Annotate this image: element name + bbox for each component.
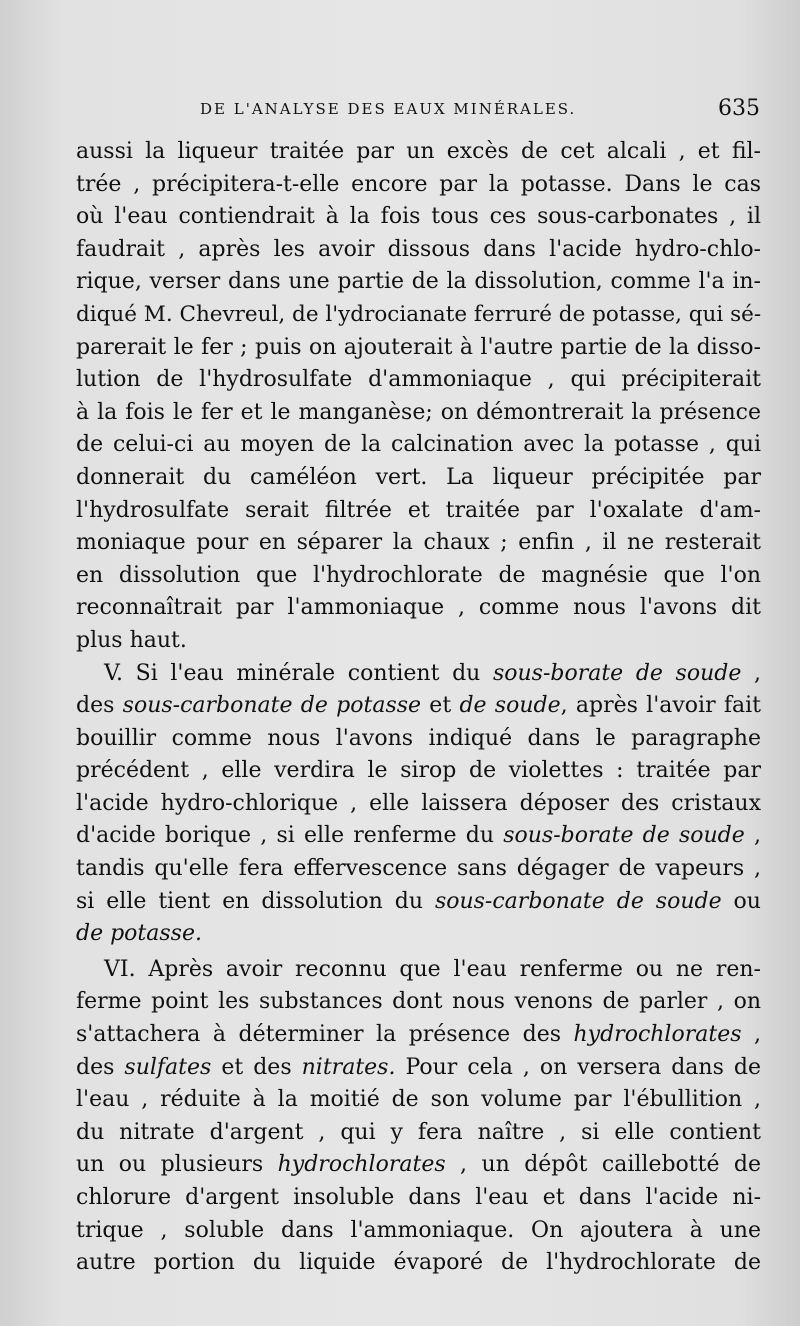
text-line: rique, verser dans une partie de la dissolution, comme l'a in- xyxy=(76,269,761,295)
text-line: à la fois le fer et le manganèse; on démontrerait la présence xyxy=(76,399,761,425)
italic-term: de soude xyxy=(459,693,561,719)
text-line: reconnaîtrait par l'ammoniaque , comme nous l'avons dit xyxy=(76,595,761,621)
text-run: ou xyxy=(721,888,761,914)
italic-term: sous-borate de soude xyxy=(503,823,745,849)
italic-term: de potasse. xyxy=(76,921,202,947)
text-line xyxy=(76,1019,761,1052)
text-run: des xyxy=(76,693,123,719)
text-line xyxy=(76,1149,761,1182)
text-run: des xyxy=(76,1054,125,1080)
text-line xyxy=(76,886,761,919)
text-run: si elle tient en dissolution du xyxy=(76,888,435,914)
text-line: moniaque pour en séparer la chaux ; enfin , il ne resterait xyxy=(76,530,761,556)
text-run: un ou plusieurs xyxy=(76,1152,278,1178)
text-run: , un dépôt caillebotté de xyxy=(445,1152,762,1178)
text-run: , après l'avoir fait xyxy=(560,693,761,719)
page-number: 635 xyxy=(718,96,760,121)
text-line xyxy=(76,820,761,853)
text-line xyxy=(76,918,761,951)
text-line xyxy=(76,1052,761,1085)
text-line: VI. Après avoir reconnu que l'eau renferme ou ne ren- xyxy=(104,956,761,982)
text-line: lution de l'hydrosulfate d'ammoniaque , qui précipiterait xyxy=(76,367,761,393)
italic-term: hydrochlorates xyxy=(277,1152,446,1178)
text-line: l'acide hydro-chlorique , elle laissera déposer des cristaux xyxy=(76,790,761,816)
italic-term: sous-carbonate de soude xyxy=(434,888,722,914)
italic-term: sous-borate de soude xyxy=(492,660,742,686)
text-run: et xyxy=(421,693,460,719)
text-line: ferme point les substances dont nous venons de parler , on xyxy=(76,989,761,1015)
text-line: tandis qu'elle fera effervescence sans dégager de vapeurs , xyxy=(76,856,761,882)
text-line: diqué M. Chevreul, de l'ydrocianate ferruré de potasse, qui sé- xyxy=(76,301,762,327)
text-line: autre portion du liquide évaporé de l'hydrochlorate de xyxy=(76,1250,761,1276)
italic-term: sulfates xyxy=(124,1054,212,1080)
text-line: chlorure d'argent insoluble dans l'eau et dans l'acide ni- xyxy=(76,1185,761,1210)
text-run: , xyxy=(741,1022,761,1048)
italic-term: nitrates. xyxy=(301,1054,396,1080)
text-line xyxy=(76,658,761,691)
text-line: trée , précipitera-t-elle encore par la potasse. Dans le cas xyxy=(76,171,761,197)
running-title: DE L'ANALYSE DES EAUX MINÉRALES. xyxy=(200,100,577,118)
text-line: l'hydrosulfate serait filtrée et traitée par l'oxalate d'am- xyxy=(76,497,761,523)
text-line: donnerait du caméléon vert. La liqueur précipitée par xyxy=(76,464,761,490)
text-line: plus haut. xyxy=(76,627,187,653)
text-run: et des xyxy=(211,1054,302,1080)
text-line: parerait le fer ; puis on ajouterait à l'autre partie de la disso- xyxy=(76,334,761,360)
text-line: trique , soluble dans l'ammoniaque. On ajoutera à une xyxy=(76,1217,761,1243)
text-line: bouillir comme nous l'avons indiqué dans le paragraphe xyxy=(76,725,761,751)
text-line: où l'eau contiendrait à la fois tous ces sous-carbonates , il xyxy=(76,204,761,230)
italic-term: hydrochlorates xyxy=(573,1022,742,1048)
body-text xyxy=(76,136,761,1280)
text-line: précédent , elle verdira le sirop de violettes : traitée par xyxy=(76,758,761,784)
text-line: l'eau , réduite à la moitié de son volume par l'ébullition , xyxy=(76,1087,761,1113)
text-run: , xyxy=(741,660,761,686)
text-run: d'acide borique , si elle renferme du xyxy=(76,823,504,849)
italic-term: sous-carbonate de potasse xyxy=(122,693,422,719)
text-line: faudrait , après les avoir dissous dans l'acide hydro-chlo- xyxy=(76,236,761,262)
text-run: s'attachera à déterminer la présence des xyxy=(76,1022,574,1048)
text-line: de celui-ci au moyen de la calcination avec la potasse , qui xyxy=(76,432,761,458)
text-run: Pour cela , on versera dans de xyxy=(395,1054,762,1080)
text-run: V. Si l'eau minérale contient du xyxy=(104,660,493,686)
running-head xyxy=(200,96,760,126)
text-line: en dissolution que l'hydrochlorate de magnésie que l'on xyxy=(76,562,761,588)
text-line xyxy=(76,690,761,723)
text-line: du nitrate d'argent , qui y fera naître , si elle contient xyxy=(76,1119,761,1145)
text-line: aussi la liqueur traitée par un excès de cet alcali , et fil- xyxy=(76,139,761,164)
text-run: , xyxy=(744,823,761,849)
